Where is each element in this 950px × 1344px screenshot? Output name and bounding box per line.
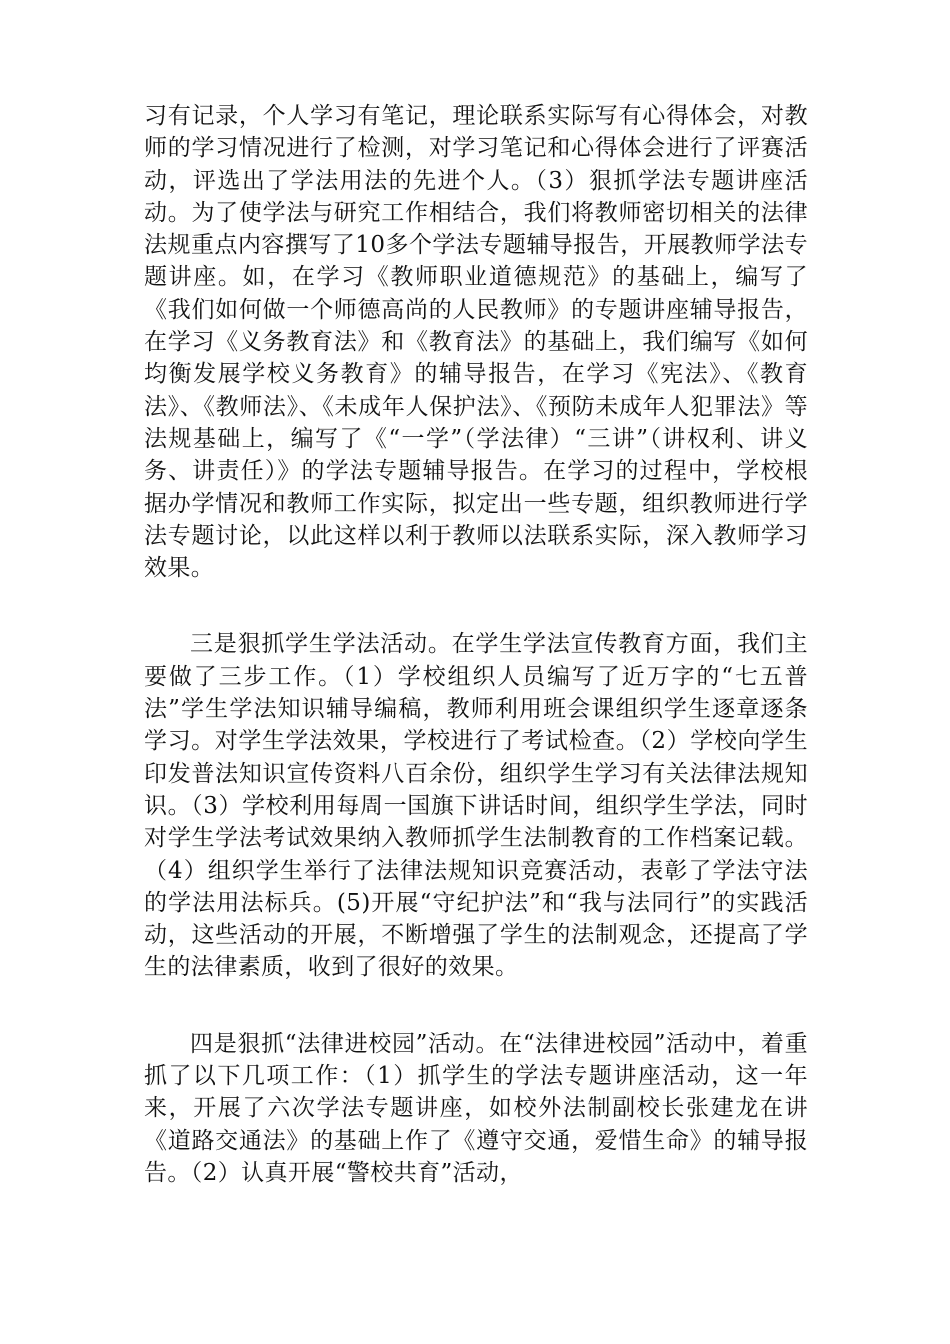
paragraph-law-into-campus: 四是狠抓“法律进校园”活动。在“法律进校园”活动中，着重抓了以下几项工作：（1）抓学生的学法专题讲座活动，这一年来，开展了六次学法专题讲座，如校外法制副校长张建龙在讲《道路交通法》的基础上作了《遵守交通，爱惜生命》的辅导报告。（2）认真开展“警校共育”活动， — [144, 1030, 808, 1186]
paragraph-student-law-study: 三是狠抓学生学法活动。在学生学法宣传教育方面，我们主要做了三步工作。（1）学校组织人员编写了近万字的“七五普法”学生学法知识辅导编稿，教师利用班会课组织学生逐章逐条学习。对学生学法效果，学校进行了考试检查。（2）学校向学生印发普法知识宣传资料八百余份，组织学生学习有关法律法规知识。（3）学校利用每周一国旗下讲话时间，组织学生学法，同时对学生学法考试效果纳入教师抓学生法制教育的工作档案记载。（4）组织学生举行了法律法规知识竞赛活动，表彰了学法守法的学法用法标兵。(5)开展“守纪护法”和“我与法同行”的实践活动，这些活动的开展，不断增强了学生的法制观念，还提高了学生的法律素质，收到了很好的效果。 — [144, 631, 808, 981]
document-body — [144, 100, 808, 1189]
paragraph-gap — [144, 584, 808, 628]
paragraph-gap — [144, 984, 808, 1028]
paragraph-teacher-study: 习有记录，个人学习有笔记，理论联系实际写有心得体会，对教师的学习情况进行了检测，对学习笔记和心得体会进行了评赛活动，评选出了学法用法的先进个人。（3）狠抓学法专题讲座活动。为了使学法与研究工作相结合，我们将教师密切相关的法律法规重点内容撰写了10多个学法专题辅导报告，开展教师学法专题讲座。如，在学习《教师职业道德规范》的基础上，编写了《我们如何做一个师德高尚的人民教师》的专题讲座辅导报告，在学习《义务教育法》和《教育法》的基础上，我们编写《如何均衡发展学校义务教育》的辅导报告，在学习《宪法》、《教育法》、《教师法》、《未成年人保护法》、《预防未成年人犯罪法》等法规基础上，编写了《“一学”（学法律）“三讲”（讲权利、讲义务、讲责任）》的学法专题辅导报告。在学习的过程中，学校根据办学情况和教师工作实际，拟定出一些专题，组织教师进行学法专题讨论，以此这样以利于教师以法联系实际，深入教师学习效果。 — [144, 103, 808, 582]
